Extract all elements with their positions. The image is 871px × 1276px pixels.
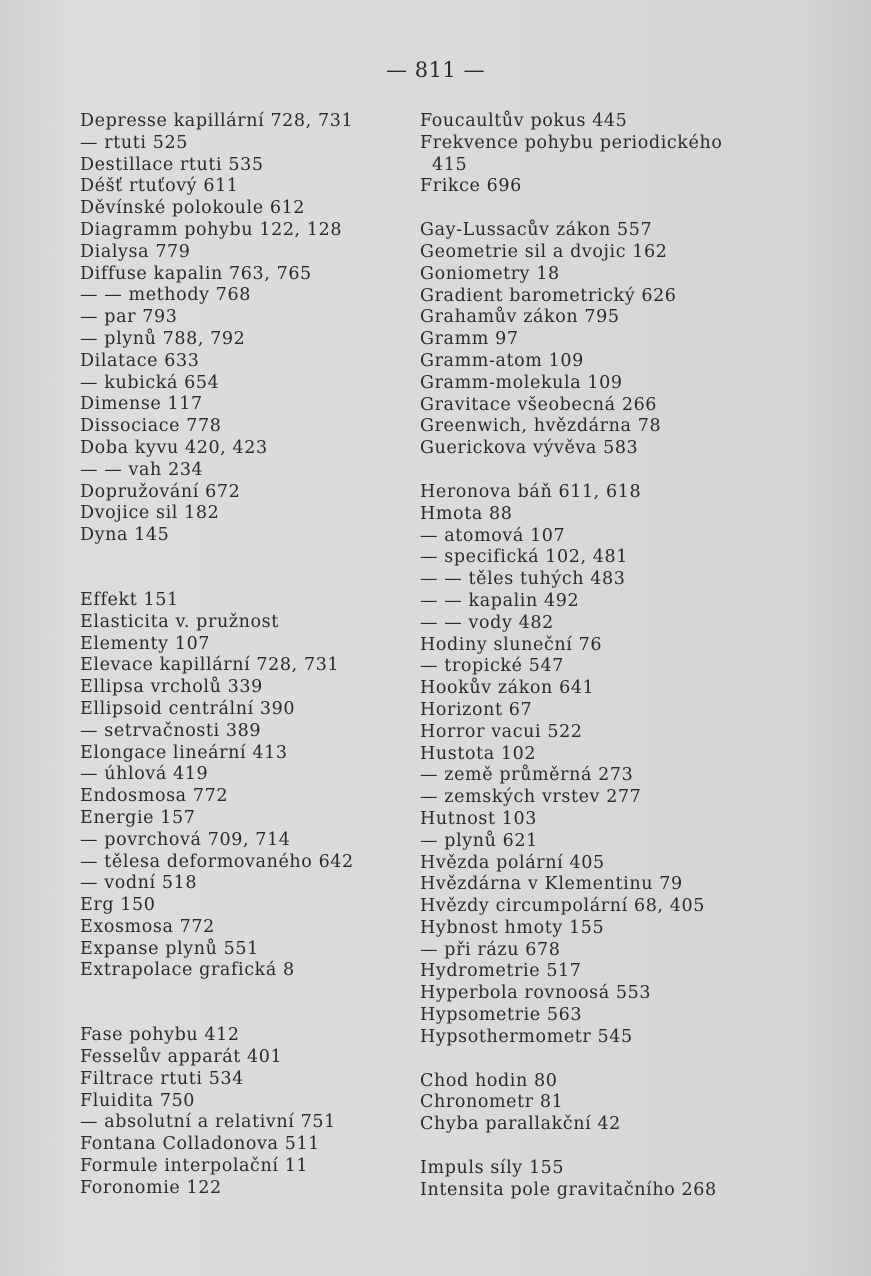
index-entry: Energie 157 xyxy=(80,807,196,828)
index-entry: Dilatace 633 xyxy=(80,350,200,371)
index-entry: — kubická 654 xyxy=(80,372,220,393)
index-group-i xyxy=(420,1158,860,1202)
index-entry: Greenwich, hvězdárna 78 xyxy=(420,416,662,437)
index-entry: Hybnost hmoty 155 xyxy=(420,917,605,938)
index-entry: Déšť rtuťový 611 xyxy=(80,176,239,197)
index-entry: Effekt 151 xyxy=(80,589,179,610)
section-gap xyxy=(420,1136,860,1158)
index-entry: — setrvačnosti 389 xyxy=(80,720,262,741)
index-entry: Gramm 97 xyxy=(420,329,519,350)
index-entry: Destillace rtuti 535 xyxy=(80,154,264,175)
index-entry: Impuls síly 155 xyxy=(420,1158,565,1179)
index-group-f-cont xyxy=(420,111,860,198)
index-entry: — — vah 234 xyxy=(80,459,204,480)
index-entry: — par 793 xyxy=(80,307,178,328)
index-entry: — úhlová 419 xyxy=(80,764,209,785)
index-entry: Ellipsoid centrální 390 xyxy=(80,698,296,719)
index-entry: Dvojice sil 182 xyxy=(80,503,220,524)
index-entry: — tropické 547 xyxy=(420,656,564,677)
page-number: — 811 — xyxy=(386,58,485,82)
index-group-ch xyxy=(420,1071,860,1136)
index-entry: Gramm-molekula 109 xyxy=(420,372,623,393)
index-entry: — vodní 518 xyxy=(80,873,198,894)
section-gap xyxy=(420,1049,860,1071)
index-entry: Exosmosa 772 xyxy=(80,916,215,937)
index-entry: — plynů 788, 792 xyxy=(80,328,246,349)
index-entry: — povrchová 709, 714 xyxy=(80,829,291,850)
index-entry: Dimense 117 xyxy=(80,394,203,415)
index-entry: Chronometr 81 xyxy=(420,1092,564,1113)
index-entry: Děvínské polokoule 612 xyxy=(80,198,306,219)
index-entry: Hydrometrie 517 xyxy=(420,961,582,982)
index-entry: Frikce 696 xyxy=(420,176,522,197)
index-entry: Diffuse kapalin 763, 765 xyxy=(80,263,312,284)
section-gap xyxy=(80,982,440,1025)
right-column xyxy=(420,111,860,1202)
index-entry: Filtrace rtuti 534 xyxy=(80,1068,244,1089)
index-entry: Fontana Colladonova 511 xyxy=(80,1134,320,1155)
index-entry: Endosmosa 772 xyxy=(80,786,229,807)
index-entry: Expanse plynů 551 xyxy=(80,938,259,959)
index-entry: Goniometry 18 xyxy=(420,263,560,284)
index-entry: Dyna 145 xyxy=(80,525,170,546)
index-entry: Fluidita 750 xyxy=(80,1090,196,1111)
index-entry: — při rázu 678 xyxy=(420,939,561,960)
index-entry: Hyperbola rovnoosá 553 xyxy=(420,983,652,1004)
index-entry: Hodiny sluneční 76 xyxy=(420,634,603,655)
index-entry: Hypsothermometr 545 xyxy=(420,1026,633,1047)
section-gap xyxy=(420,460,860,482)
index-entry: Dopružování 672 xyxy=(80,481,241,502)
index-entry: — — vody 482 xyxy=(420,612,554,633)
index-entry: Hutnost 103 xyxy=(420,808,537,829)
index-entry: Foucaultův pokus 445 xyxy=(420,111,628,131)
section-gap xyxy=(80,547,440,590)
index-group-f xyxy=(80,1025,440,1199)
index-entry: — atomová 107 xyxy=(420,525,566,546)
index-entry-continuation: 415 xyxy=(432,154,468,175)
index-entry: Elongace lineární 413 xyxy=(80,742,288,763)
index-entry: Guerickova vývěva 583 xyxy=(420,438,639,459)
index-entry: Hvězdy circumpolární 68, 405 xyxy=(420,896,705,917)
index-entry: Grahamův zákon 795 xyxy=(420,307,620,328)
index-entry: — — těles tuhých 483 xyxy=(420,569,626,590)
index-entry: Elementy 107 xyxy=(80,633,211,654)
index-entry: Hustota 102 xyxy=(420,743,537,764)
index-entry: Heronova báň 611, 618 xyxy=(420,481,642,502)
index-group-h xyxy=(420,482,860,1049)
index-entry: Dialysa 779 xyxy=(80,241,191,262)
index-group-e xyxy=(80,590,440,982)
index-entry: Hookův zákon 641 xyxy=(420,678,595,699)
index-entry: Doba kyvu 420, 423 xyxy=(80,437,268,458)
index-entry: Hypsometrie 563 xyxy=(420,1005,583,1026)
index-entry: — rtuti 525 xyxy=(80,132,188,153)
index-entry: Gramm-atom 109 xyxy=(420,350,584,371)
index-entry: — tělesa deformovaného 642 xyxy=(80,851,354,872)
index-entry: Extrapolace grafická 8 xyxy=(80,960,295,981)
index-entry: Horizont 67 xyxy=(420,699,533,720)
index-entry: — plynů 621 xyxy=(420,830,538,851)
index-entry: Elasticita v. pružnost xyxy=(80,611,279,632)
index-entry: Formule interpolační 11 xyxy=(80,1156,309,1177)
index-entry: Hvězdárna v Klementinu 79 xyxy=(420,874,683,895)
index-entry: Hvězda polární 405 xyxy=(420,852,605,873)
index-entry: Ellipsa vrcholů 339 xyxy=(80,677,263,698)
index-entry: Dissociace 778 xyxy=(80,416,222,437)
index-entry: Gradient barometrický 626 xyxy=(420,285,677,306)
index-entry: — země průměrná 273 xyxy=(420,765,634,786)
index-entry: Chyba parallakční 42 xyxy=(420,1114,621,1135)
index-entry: Fesselův apparát 401 xyxy=(80,1047,283,1068)
index-entry: Gravitace všeobecná 266 xyxy=(420,394,658,415)
index-entry: — specifická 102, 481 xyxy=(420,547,629,568)
left-column xyxy=(80,111,440,1200)
index-entry: Diagramm pohybu 122, 128 xyxy=(80,219,343,240)
index-entry: Chod hodin 80 xyxy=(420,1070,558,1091)
index-entry: Fase pohybu 412 xyxy=(80,1025,240,1046)
index-entry: Foronomie 122 xyxy=(80,1177,222,1198)
index-group-g xyxy=(420,220,860,460)
index-entry: — — kapalin 492 xyxy=(420,590,580,611)
index-entry: — absolutní a relativní 751 xyxy=(80,1112,336,1133)
index-entry: — zemských vrstev 277 xyxy=(420,787,642,808)
index-entry: Gay-Lussacův zákon 557 xyxy=(420,220,653,241)
index-entry: Erg 150 xyxy=(80,895,156,916)
index-entry: Horror vacui 522 xyxy=(420,721,583,742)
section-gap xyxy=(420,198,860,220)
index-group-d xyxy=(80,111,440,547)
index-entry: Depresse kapillární 728, 731 xyxy=(80,111,354,131)
index-entry: Elevace kapillární 728, 731 xyxy=(80,655,340,676)
index-entry: Geometrie sil a dvojic 162 xyxy=(420,241,668,262)
index-entry: — — methody 768 xyxy=(80,285,251,306)
index-entry: Hmota 88 xyxy=(420,503,513,524)
index-entry: Intensita pole gravitačního 268 xyxy=(420,1179,717,1200)
index-entry: Frekvence pohybu periodického xyxy=(420,132,723,153)
